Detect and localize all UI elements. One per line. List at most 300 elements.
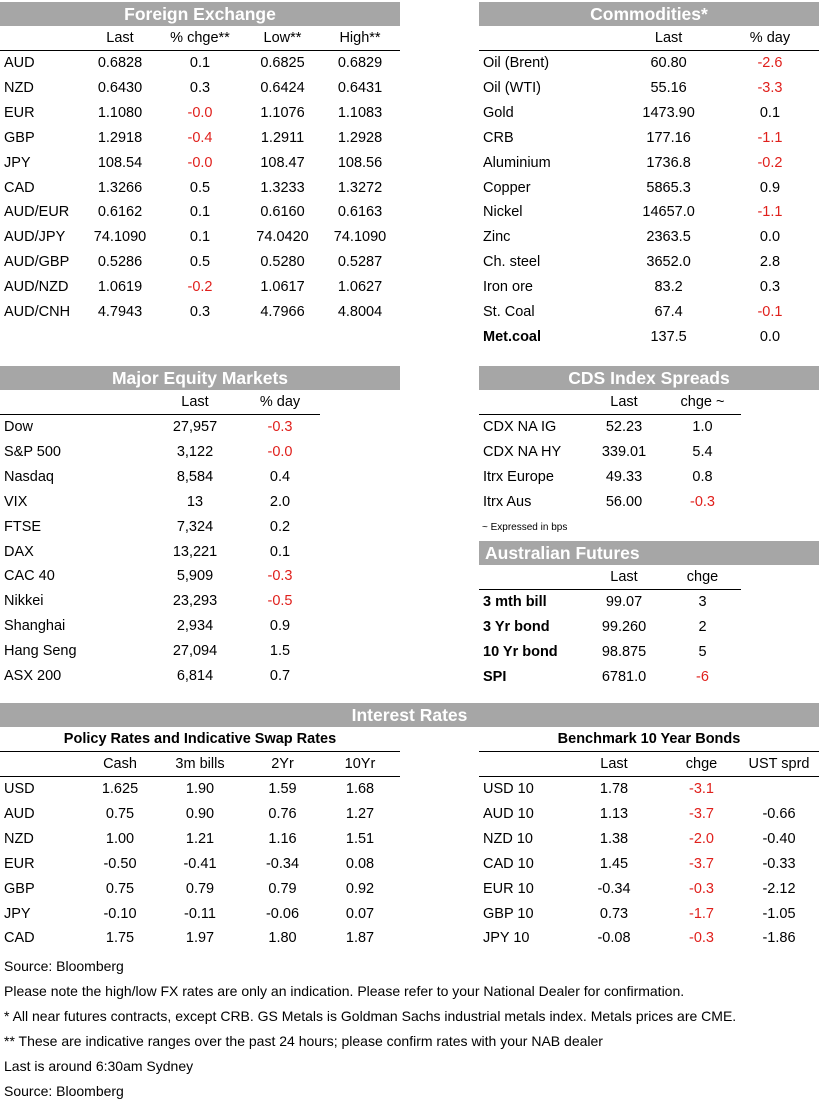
cell-value: -3.7 xyxy=(689,805,714,822)
cell-value: 2.8 xyxy=(759,254,781,271)
row-label: Dow xyxy=(4,419,34,435)
table-row xyxy=(0,589,320,614)
policy-header-3: 2Yr xyxy=(271,756,294,772)
cell-value: 74.0420 xyxy=(256,229,309,246)
table-row xyxy=(0,540,320,565)
cell-value: 0.90 xyxy=(185,805,215,822)
table-row xyxy=(479,225,819,250)
bonds-header-2: chge xyxy=(685,756,718,772)
policy-table xyxy=(0,752,400,951)
cell-value xyxy=(739,777,819,802)
note-source-2: Source: Bloomberg xyxy=(4,1083,124,1099)
table-row xyxy=(479,325,819,350)
cell-value: -1.1 xyxy=(757,204,783,221)
bonds-header-0 xyxy=(479,752,564,777)
row-label: VIX xyxy=(4,493,28,510)
cell-value: 2363.5 xyxy=(646,229,691,246)
cell-value: 0.2 xyxy=(269,518,291,535)
policy-header-row xyxy=(0,752,400,777)
commodities-header-1: Last xyxy=(654,30,683,46)
row-label: AUD/NZD xyxy=(4,279,69,296)
row-label: Zinc xyxy=(483,229,511,246)
cell-value: 1.1083 xyxy=(337,104,383,121)
table-row xyxy=(479,101,819,126)
table-row xyxy=(0,490,320,515)
cell-value: 1.2911 xyxy=(260,129,305,146)
cell-value: 6,814 xyxy=(176,668,214,685)
cell-value: 23,293 xyxy=(172,593,218,610)
cell-value: 0.07 xyxy=(345,905,375,922)
cell-value: -0.3 xyxy=(690,493,715,510)
cell-value: -0.33 xyxy=(762,855,796,872)
cell-value: -3.3 xyxy=(757,79,783,96)
bonds-header-3: UST sprd xyxy=(748,756,810,772)
cell-value: -0.0 xyxy=(267,443,293,460)
cell-value: -1.7 xyxy=(689,905,714,922)
cell-value: -0.11 xyxy=(184,905,216,922)
cell-value: -0.3 xyxy=(267,419,293,435)
row-label: JPY xyxy=(4,905,31,922)
cell-value: 0.0 xyxy=(759,328,781,345)
cell-value: -0.10 xyxy=(103,905,137,922)
row-label: NZD xyxy=(4,830,34,847)
bonds-title: Benchmark 10 Year Bonds xyxy=(479,727,819,752)
row-label: Gold xyxy=(483,104,514,121)
cell-value: 1.80 xyxy=(268,930,297,947)
cell-value: -0.34 xyxy=(265,855,300,872)
row-label: JPY xyxy=(4,154,31,171)
cell-value: 2 xyxy=(698,618,707,635)
cell-value: 0.08 xyxy=(345,855,375,872)
row-label: EUR xyxy=(4,855,35,872)
table-row xyxy=(0,151,400,176)
table-row xyxy=(479,126,819,151)
cds-footnote: ~ Expressed in bps xyxy=(482,522,568,533)
table-row xyxy=(0,415,320,440)
cell-value: 1.21 xyxy=(185,830,215,847)
cell-value: 0.3 xyxy=(189,304,211,321)
table-row xyxy=(0,564,320,589)
table-row xyxy=(479,51,819,76)
policy-header-1: Cash xyxy=(103,756,137,772)
cell-value: 0.9 xyxy=(759,179,781,196)
cell-value: 3 xyxy=(698,594,707,610)
table-row xyxy=(479,590,741,615)
table-row xyxy=(0,926,400,951)
cell-value: 0.5287 xyxy=(337,254,383,271)
commodities-header-row xyxy=(479,26,819,51)
cell-value: 1.3272 xyxy=(337,179,383,196)
cell-value: 1.0619 xyxy=(97,279,143,296)
cell-value: 7,324 xyxy=(176,518,214,535)
row-label: DAX xyxy=(4,543,34,560)
cell-value: 1.16 xyxy=(268,830,297,847)
cds-header-1: Last xyxy=(610,394,638,410)
table-row xyxy=(479,250,819,275)
rates-title: Interest Rates xyxy=(0,703,819,727)
row-label: Oil (WTI) xyxy=(483,79,541,96)
row-label: AUD/CNH xyxy=(4,304,71,321)
table-row xyxy=(0,877,400,902)
cell-value: 0.3 xyxy=(189,79,211,96)
row-label: AUD/EUR xyxy=(4,204,70,221)
cell-value: 108.47 xyxy=(260,154,305,171)
cell-value: 0.79 xyxy=(185,880,215,897)
cell-value: 0.6828 xyxy=(97,55,143,71)
cell-value: 74.1090 xyxy=(93,229,147,246)
row-label: NZD 10 xyxy=(483,830,533,847)
row-label: CRB xyxy=(483,129,514,146)
cell-value: 108.56 xyxy=(337,154,383,171)
bonds-table xyxy=(479,752,819,951)
row-label: Shanghai xyxy=(4,618,66,635)
cell-value: 99.260 xyxy=(601,618,647,635)
table-row xyxy=(479,275,819,300)
cell-value: -0.41 xyxy=(183,855,217,872)
table-row xyxy=(479,440,741,465)
cell-value: 3652.0 xyxy=(646,254,691,271)
cell-value: 5 xyxy=(698,643,707,660)
table-row xyxy=(479,877,819,902)
table-row xyxy=(0,76,400,101)
cell-value: 0.5286 xyxy=(97,254,143,271)
table-row xyxy=(0,465,320,490)
row-label: 3 mth bill xyxy=(483,594,547,610)
row-label: AUD/JPY xyxy=(4,229,66,246)
cell-value: 1.3233 xyxy=(260,179,305,196)
equity-table xyxy=(0,390,320,689)
cell-value: -6 xyxy=(696,668,709,685)
cell-value: 6781.0 xyxy=(601,668,647,685)
cell-value: 137.5 xyxy=(650,328,687,345)
cell-value: 0.6163 xyxy=(337,204,383,221)
cell-value: 5,909 xyxy=(176,568,214,585)
cell-value: 1.51 xyxy=(345,830,375,847)
cell-value: 0.75 xyxy=(105,880,135,897)
row-label: Hang Seng xyxy=(4,643,77,660)
cell-value: 1.87 xyxy=(345,930,375,947)
cell-value: 0.76 xyxy=(268,805,297,822)
table-row xyxy=(479,300,819,325)
cell-value: -0.1 xyxy=(757,304,783,321)
cell-value: -0.06 xyxy=(265,905,300,922)
table-row xyxy=(479,76,819,101)
cell-value: 1.0 xyxy=(692,419,713,435)
table-row xyxy=(0,777,400,802)
row-label: Iron ore xyxy=(483,279,533,296)
table-row xyxy=(0,176,400,201)
cell-value: 74.1090 xyxy=(333,229,387,246)
row-label: SPI xyxy=(483,668,507,685)
cell-value: 0.5 xyxy=(189,254,211,271)
cell-value: -0.40 xyxy=(762,830,796,847)
row-label: 3 Yr bond xyxy=(483,618,550,635)
cell-value: 0.6162 xyxy=(97,204,143,221)
cell-value: 0.9 xyxy=(269,618,291,635)
row-label: AUD xyxy=(4,55,35,71)
cell-value: -2.6 xyxy=(757,55,783,71)
fx-header-3: Low** xyxy=(263,30,302,46)
cell-value: 52.23 xyxy=(605,419,643,435)
row-label: Copper xyxy=(483,179,531,196)
cell-value: 13 xyxy=(186,493,204,510)
cell-value: 0.6431 xyxy=(337,79,383,96)
cell-value: -0.0 xyxy=(187,104,213,121)
cell-value: 1.68 xyxy=(345,781,375,797)
equity-header-2: % day xyxy=(259,394,301,410)
equity-header-1: Last xyxy=(181,394,209,410)
cell-value: -2.12 xyxy=(762,880,796,897)
cell-value: -1.86 xyxy=(762,930,796,947)
fx-header-row xyxy=(0,26,400,51)
fx-header-2: % chge** xyxy=(170,30,230,46)
cds-header-0 xyxy=(479,390,584,415)
cell-value: -0.66 xyxy=(762,805,796,822)
cell-value: 14657.0 xyxy=(642,204,695,221)
cell-value: 0.7 xyxy=(269,668,291,685)
cell-value: 5.4 xyxy=(692,443,713,460)
cell-value: 1.5 xyxy=(269,643,291,660)
cell-value: 0.6160 xyxy=(260,204,305,221)
cell-value: -0.3 xyxy=(267,568,293,585)
cell-value: 1.27 xyxy=(345,805,375,822)
cell-value: 1.00 xyxy=(105,830,135,847)
cell-value: 1.59 xyxy=(268,781,297,797)
note-timing: Last is around 6:30am Sydney xyxy=(4,1058,194,1074)
row-label: CAC 40 xyxy=(4,568,55,585)
row-label: Aluminium xyxy=(483,154,551,171)
cell-value: -3.7 xyxy=(689,855,714,872)
equity-header-0 xyxy=(0,390,150,415)
commodities-header-2: % day xyxy=(749,30,791,46)
row-label: AUD xyxy=(4,805,35,822)
futures-header-1: Last xyxy=(610,569,638,585)
commodities-table xyxy=(479,26,819,350)
table-row xyxy=(0,639,320,664)
fx-header-4: High** xyxy=(339,30,381,46)
row-label: Nikkei xyxy=(4,593,44,610)
cell-value: -2.0 xyxy=(689,830,714,847)
bonds-panel xyxy=(479,727,819,951)
row-label: Itrx Europe xyxy=(483,468,554,485)
cell-value: 0.1 xyxy=(189,204,211,221)
cell-value: 4.8004 xyxy=(337,304,383,321)
cell-value: -0.2 xyxy=(187,279,213,296)
cell-value: 4.7966 xyxy=(260,304,305,321)
futures-header-2: chge xyxy=(686,569,719,585)
bonds-header-1: Last xyxy=(600,756,628,772)
row-label: JPY 10 xyxy=(483,930,530,947)
cell-value: 0.79 xyxy=(268,880,297,897)
policy-header-2: 3m bills xyxy=(175,756,225,772)
cds-header-row xyxy=(479,390,741,415)
cell-value: 1.2918 xyxy=(97,129,143,146)
row-label: AUD/GBP xyxy=(4,254,70,271)
table-row xyxy=(479,640,741,665)
table-row xyxy=(479,802,819,827)
cell-value: 5865.3 xyxy=(646,179,691,196)
table-row xyxy=(479,852,819,877)
table-row xyxy=(0,440,320,465)
cell-value: 0.73 xyxy=(599,905,629,922)
commodities-header-0 xyxy=(479,26,616,51)
row-label: NZD xyxy=(4,79,34,96)
cell-value: -1.05 xyxy=(762,905,796,922)
row-label: CDX NA HY xyxy=(483,443,562,460)
equity-header-row xyxy=(0,390,320,415)
row-label: CDX NA IG xyxy=(483,419,557,435)
cell-value: 0.6430 xyxy=(97,79,143,96)
cell-value: 1.3266 xyxy=(97,179,143,196)
cell-value: 4.7943 xyxy=(97,304,143,321)
commodities-rows xyxy=(479,51,819,350)
table-row xyxy=(0,200,400,225)
row-label: FTSE xyxy=(4,518,42,535)
cell-value: 0.6825 xyxy=(260,55,305,71)
row-label: EUR 10 xyxy=(483,880,534,897)
cds-rows xyxy=(479,415,741,515)
cell-value: 0.1 xyxy=(759,104,781,121)
cell-value: 27,957 xyxy=(172,419,218,435)
row-label: CAD 10 xyxy=(483,855,534,872)
commodities-panel xyxy=(479,2,819,350)
table-row xyxy=(0,250,400,275)
note-ranges: ** These are indicative ranges over the past 24 hours; please confirm rates with your NAB dealer xyxy=(4,1033,603,1049)
bonds-header-row xyxy=(479,752,819,777)
cell-value: -0.50 xyxy=(103,855,137,872)
cell-value: 3,122 xyxy=(176,443,214,460)
cell-value: 0.1 xyxy=(189,55,211,71)
policy-header-0 xyxy=(0,752,85,777)
cell-value: 0.75 xyxy=(105,805,135,822)
row-label: GBP 10 xyxy=(483,905,534,922)
cell-value: 0.1 xyxy=(189,229,211,246)
table-row xyxy=(479,615,741,640)
rates-panel xyxy=(0,703,819,727)
cell-value: 0.3 xyxy=(759,279,781,296)
cell-value: 1.2928 xyxy=(337,129,383,146)
row-label: Nasdaq xyxy=(4,468,54,485)
futures-header-0 xyxy=(479,565,584,590)
row-label: Met.coal xyxy=(483,328,542,345)
equity-panel xyxy=(0,366,400,689)
commodities-title: Commodities* xyxy=(479,2,819,26)
cell-value: 98.875 xyxy=(601,643,647,660)
cds-title: CDS Index Spreads xyxy=(479,366,819,390)
row-label: USD 10 xyxy=(483,781,534,797)
cell-value: 2,934 xyxy=(176,618,214,635)
cell-value: 1.78 xyxy=(599,781,629,797)
cell-value: 0.5 xyxy=(189,179,211,196)
table-row xyxy=(0,275,400,300)
table-row xyxy=(479,827,819,852)
note-source: Source: Bloomberg xyxy=(4,958,124,974)
note-futures: * All near futures contracts, except CRB. GS Metals is Goldman Sachs industrial metals index. Metals prices are CME. xyxy=(4,1008,737,1024)
futures-header-row xyxy=(479,565,741,590)
table-row xyxy=(0,802,400,827)
row-label: Itrx Aus xyxy=(483,493,532,510)
table-row xyxy=(0,827,400,852)
row-label: AUD 10 xyxy=(483,805,534,822)
futures-title: Australian Futures xyxy=(479,541,819,565)
cell-value: -0.0 xyxy=(187,154,213,171)
cds-table xyxy=(479,390,741,515)
table-row xyxy=(0,126,400,151)
cell-value: 1.45 xyxy=(599,855,629,872)
fx-title: Foreign Exchange xyxy=(0,2,400,26)
cell-value: 1.0627 xyxy=(337,279,383,296)
table-row xyxy=(479,665,741,690)
table-row xyxy=(0,300,400,325)
fx-rows xyxy=(0,51,400,325)
row-label: Nickel xyxy=(483,204,523,221)
cell-value: 49.33 xyxy=(605,468,643,485)
note-fx-disclaimer: Please note the high/low FX rates are only an indication. Please refer to your National Dealer for confirmation. xyxy=(4,983,685,999)
row-label: Ch. steel xyxy=(483,254,541,271)
policy-rows xyxy=(0,777,400,952)
cell-value: 55.16 xyxy=(650,79,687,96)
fx-table xyxy=(0,26,400,325)
fx-header-0 xyxy=(0,26,85,51)
table-row xyxy=(0,225,400,250)
table-row xyxy=(479,926,819,951)
cell-value: 0.1 xyxy=(269,543,291,560)
cell-value: -0.3 xyxy=(689,880,714,897)
cell-value: 2.0 xyxy=(269,493,291,510)
table-row xyxy=(479,490,741,515)
cell-value: 1.13 xyxy=(599,805,629,822)
cell-value: 1.0617 xyxy=(260,279,305,296)
row-label: GBP xyxy=(4,880,35,897)
cell-value: -3.1 xyxy=(689,781,714,797)
cell-value: 0.8 xyxy=(692,468,713,485)
row-label: CAD xyxy=(4,930,35,947)
table-row xyxy=(0,614,320,639)
table-row xyxy=(479,777,819,802)
cell-value: -0.08 xyxy=(597,930,631,947)
cell-value: 177.16 xyxy=(646,129,691,146)
row-label: GBP xyxy=(4,129,35,146)
cell-value: 1473.90 xyxy=(642,104,695,121)
row-label: S&P 500 xyxy=(4,443,61,460)
cell-value: 1.38 xyxy=(599,830,629,847)
cell-value: 56.00 xyxy=(605,493,643,510)
cell-value: 0.5280 xyxy=(260,254,305,271)
cell-value: 60.80 xyxy=(650,55,687,71)
cell-value: 1.625 xyxy=(101,781,139,797)
futures-panel xyxy=(479,541,819,690)
equity-rows xyxy=(0,415,320,689)
cell-value: 108.54 xyxy=(97,154,143,171)
cell-value: 27,094 xyxy=(172,643,218,660)
table-row xyxy=(479,415,741,440)
cell-value: 0.4 xyxy=(269,468,291,485)
table-row xyxy=(479,465,741,490)
cell-value: 1.75 xyxy=(105,930,135,947)
row-label: EUR xyxy=(4,104,35,121)
cell-value: -0.3 xyxy=(689,930,714,947)
row-label: St. Coal xyxy=(483,304,535,321)
table-row xyxy=(0,852,400,877)
policy-title: Policy Rates and Indicative Swap Rates xyxy=(0,727,400,752)
cds-header-2: chge ~ xyxy=(680,394,725,410)
cell-value: 67.4 xyxy=(654,304,683,321)
row-label: CAD xyxy=(4,179,35,196)
table-row xyxy=(479,151,819,176)
row-label: USD xyxy=(4,781,35,797)
table-row xyxy=(0,902,400,927)
row-label: ASX 200 xyxy=(4,668,62,685)
